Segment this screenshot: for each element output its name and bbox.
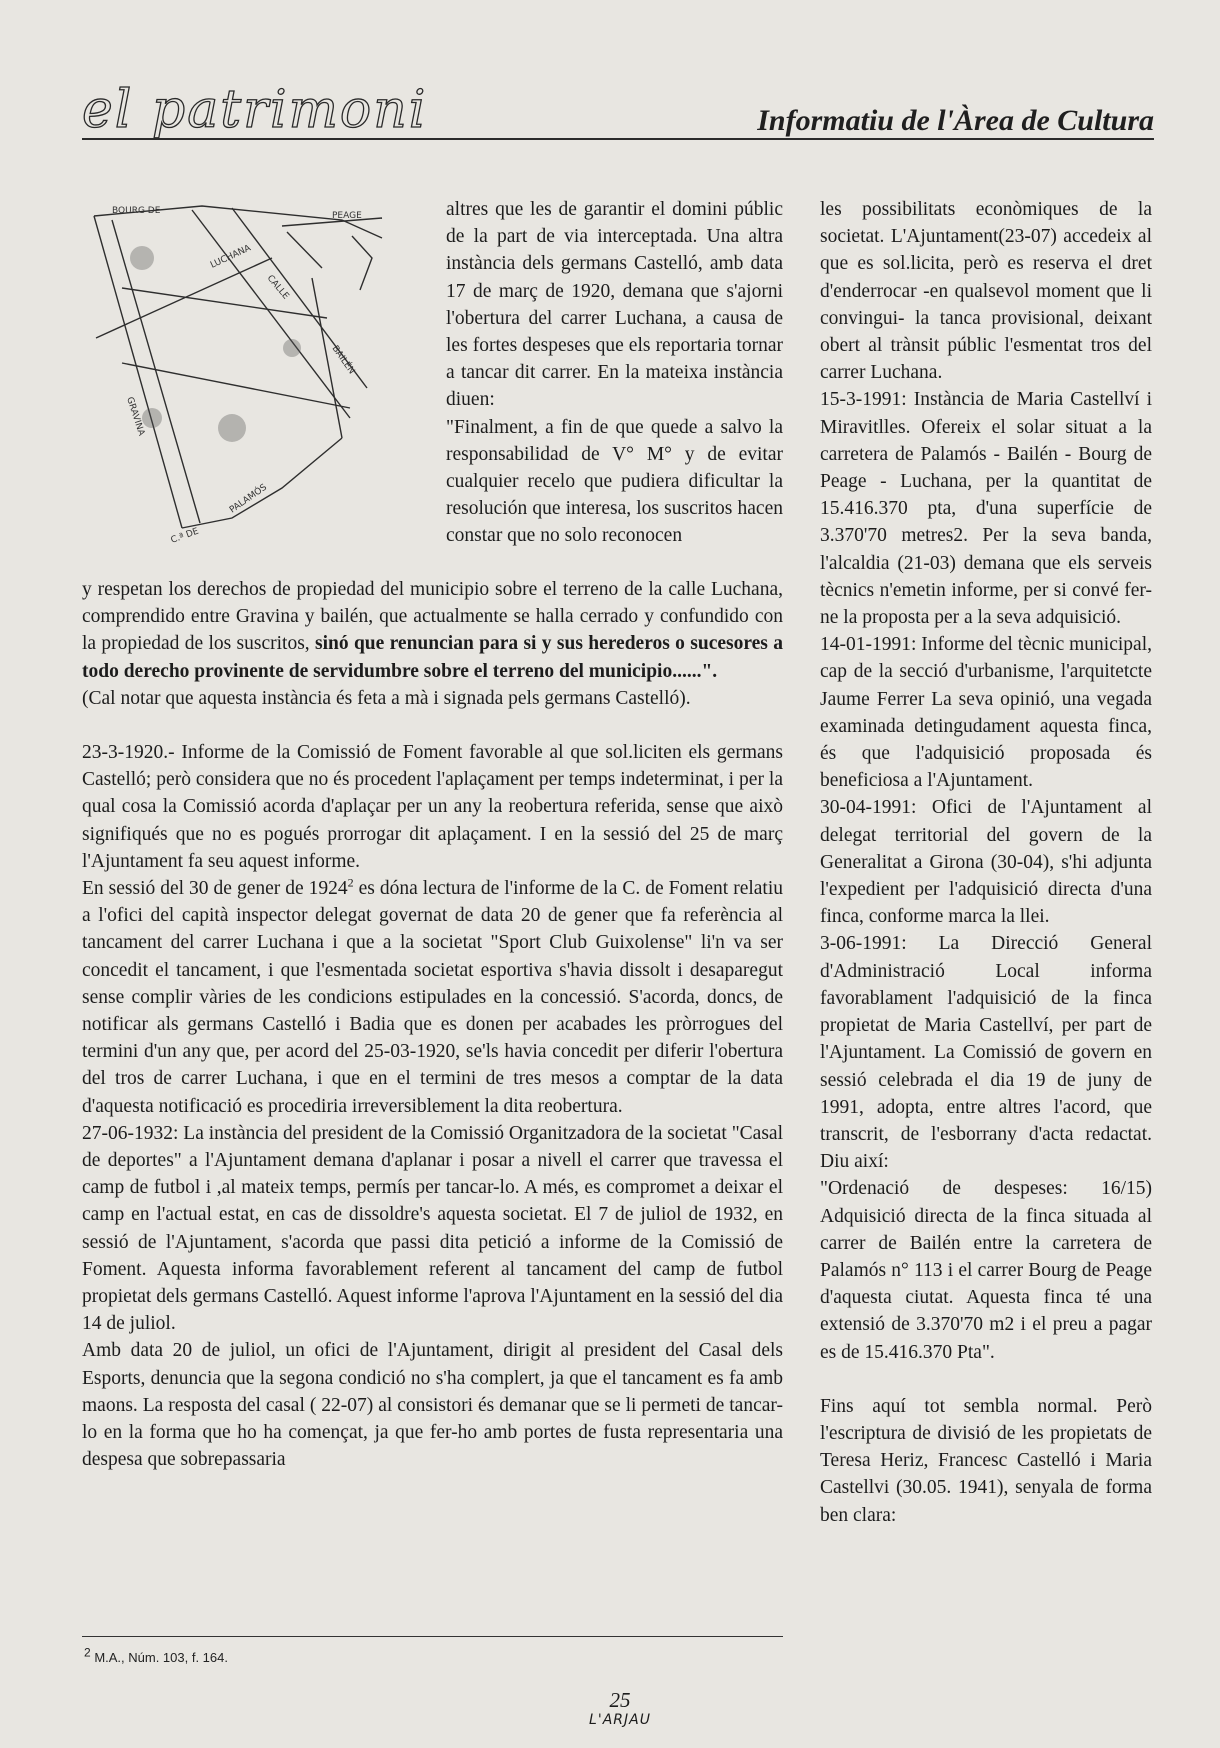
paragraph-1920: 23-3-1920.- Informe de la Comissió de Foment favorable al que sol.liciten els germans Castelló; però considera que no és procedent l'aplaçament per temps indeterminat, i per la qual cosa la Comissió acorda d'aplaçar per un any la reobertura referida, sense que això signifiqués que no es pogués prorrogar dit aplaçament. I en la sessió del 25 de març l'Ajuntament fa seu aquest informe.: [82, 742, 783, 872]
paragraph-juliol: Amb data 20 de juliol, un ofici de l'Ajuntament, dirigit al president del Casal dels Esports, denuncia que la segona condició no s'ha complert, ja que el tancament es fa amb maons. La resposta del casal ( 22-07) al consistori és demanar que se li permeti de tancar-lo en la forma que ho ha començat, ja que fer-ho amb portes de fusta representaria una despesa que sobrepassaria: [82, 1340, 783, 1471]
quote-start: "Finalment, a fin de que quede a salvo la responsabilidad de V° M° y de evitar cualquier recelo que pudiera dificultar la resolución que interesa, los suscritos hacen constar que no solo reconocen: [446, 416, 783, 547]
header-rule: [82, 138, 1154, 140]
map-label-bailen: BAILÉN: [329, 343, 357, 377]
map-label-peage: PEAGE: [332, 211, 362, 221]
quote-text: y respetan los derechos de propiedad del municipio sobre el terreno de la calle Luchana, comprendido entre Gravina y bailén, que actualmente se halla cerrado y confundido con la propiedad de los suscritos,: [82, 579, 783, 655]
paragraph-1924: [82, 875, 783, 1120]
masthead: [82, 82, 1154, 142]
quote-bold-text: sinó que renuncian para si y sus herederos o sucesores a todo derecho provinente de servidumbre sobre el terreno del municipio......".: [82, 633, 783, 682]
map-label-ctra: C.ª DE: [169, 526, 201, 546]
paragraph-1924-start: En sessió del 30 de gener de 1924: [82, 878, 348, 900]
paragraph-3-06-1991: 3-06-1991: La Direcció General d'Administració Local informa favorablament l'adquisició de la finca propietat de Maria Castellví, per part de l'Ajuntament. La Comissió de govern en sessió celebrada el dia 19 de juny de 1991, adopta, entre altres l'acord, que transcrit, de l'esborrany d'acta redactat. Diu així:: [820, 933, 1152, 1173]
left-column: [82, 576, 783, 1474]
paragraph-1932: 27-06-1932: La instància del president de la Comissió Organitzadora de la societat "Casal de deportes" a l'Ajuntament demana d'aplanar i posar a nivell el carrer que travessa el camp de futbol i ,al mateix temps, permís per tancar-lo. A més, es compromet a deixar el camp en l'actual estat, en cas de dissoldre's aquesta societat. El 7 de juliol de 1932, en sessió de l'Ajuntament, s'acorda que passi dita petició a informe de la Comissió de Foment. Aquesta informa favorablement referent al tancament del camp de futbol propietat dels germans Castelló. Aquest informe l'aprova l'Ajuntament en la sessió del dia 14 de juliol.: [82, 1122, 783, 1335]
paragraph-ordenacio: "Ordenació de despeses: 16/15) Adquisició directa de la finca situada al carrer de Bailén entre la carretera de Palamós n° 113 i el carrer Bourg de Peage d'aquesta ciutat. Aquesta finca té una extensió de 3.370'70 m2 i el preu a pagar es de 15.416.370 Pta".: [820, 1178, 1152, 1363]
paragraph-gap: [82, 712, 783, 739]
street-map-sketch: [82, 198, 422, 558]
page-number: 25: [609, 1688, 631, 1712]
map-label-bourg: BOURG DE: [112, 206, 161, 216]
handwritten-note: (Cal notar que aquesta instància és feta a mà i signada pels germans Castelló).: [82, 687, 691, 709]
paragraph-1924-rest: es dóna lectura de l'informe de la C. de Foment relatiu a l'ofici del capità inspector delegat governat de data 20 de gener que fa referència al tancament del carrer Luchana i que a la societat "Sport Club Guixolense" li'n va ser concedit el tancament, i que l'esmentada societat esportiva s'havia dissolt i desaparegut sense complir vàries de les condicions estipulades en la concessió. S'acorda, doncs, de notificar als germans Castelló i Badia que es donen per acabades les pròrrogues del termini d'un any que, per acord del 25-03-1920, se'ls havia concedit per diferir l'obertura del tros de carrer Luchana, i que en el termini de tres mesos a comptar de la data d'aquesta notificació es procediria irreversiblement la dita reobertura.: [82, 878, 784, 1117]
intro-column: [446, 196, 783, 550]
footnote-rule: [82, 1636, 783, 1637]
paragraph-fins-aqui: Fins aquí tot sembla normal. Però l'escriptura de divisió de les propietats de Teresa Heriz, Francesc Castelló i Maria Castellvi (30.05. 1941), senyala de forma ben clara:: [820, 1395, 1152, 1526]
map-label-luchana: LUCHANA: [209, 243, 253, 271]
footnote-text: M.A., Núm. 103, f. 164.: [94, 1650, 228, 1665]
footnote: [84, 1645, 228, 1665]
map-label-calle: CALLE: [264, 273, 291, 302]
section-title: Informatiu de l'Àrea de Cultura: [757, 104, 1154, 137]
map-label-gravina: GRAVINA: [124, 395, 147, 438]
map-label-palamos: PALAMÓS: [227, 482, 269, 516]
intro-paragraph: altres que les de garantir el domini públic de la part de via interceptada. Una altra instància dels germans Castelló, amb data 17 de març de 1920, demana que s'ajorni l'obertura del carrer Luchana, a causa de les fortes despeses que els reportaria tornar a tancar dit carrer. En la mateixa instància diuen:: [446, 199, 783, 411]
footnote-mark: 2: [84, 1645, 91, 1660]
quote-paragraph: [82, 576, 783, 685]
footnote-ref: 2: [347, 875, 354, 890]
paragraph-gap: [820, 1366, 1152, 1393]
brand-title: el patrimoni: [82, 80, 428, 140]
paragraph-15-3-1991: 15-3-1991: Instància de Maria Castellví i Miravitlles. Ofereix el solar situat a la carretera de Palamós - Bailén - Bourg de Peage - Luchana, per la quantitat de 15.416.370 pta, d'una superfície de 3.370'70 metres2. Per la seva banda, l'alcaldia (21-03) demana que els serveis tècnics n'emetin informe, per si convé fer-ne la proposta per a la seva adquisició.: [820, 389, 1152, 629]
right-column: [820, 196, 1152, 1529]
paragraph-30-04-1991: 30-04-1991: Ofici de l'Ajuntament al delegat territorial del govern de la Generalitat a Girona (30-04), s'hi adjunta l'expedient per l'adquisició directa d'una finca, conforme marca la llei.: [820, 797, 1152, 928]
paragraph-14-01-1991: 14-01-1991: Informe del tècnic municipal, cap de la secció d'urbanisme, l'arquitetcte Jaume Ferrer La seva opinió, una vegada examinada detingudament aquesta finca, és que l'adquisició proposada és beneficiosa a l'Ajuntament.: [820, 634, 1152, 792]
magazine-name: L'ARJAU: [589, 1712, 651, 1728]
paragraph-possibilitats: les possibilitats econòmiques de la societat. L'Ajuntament(23-07) accedeix al que es sol.licita, però es reserva el dret d'enderrocar -en qualsevol moment que li convingui- la tanca provisional, deixant obert al trànsit públic l'esmentat tros del carrer Luchana.: [820, 199, 1152, 384]
